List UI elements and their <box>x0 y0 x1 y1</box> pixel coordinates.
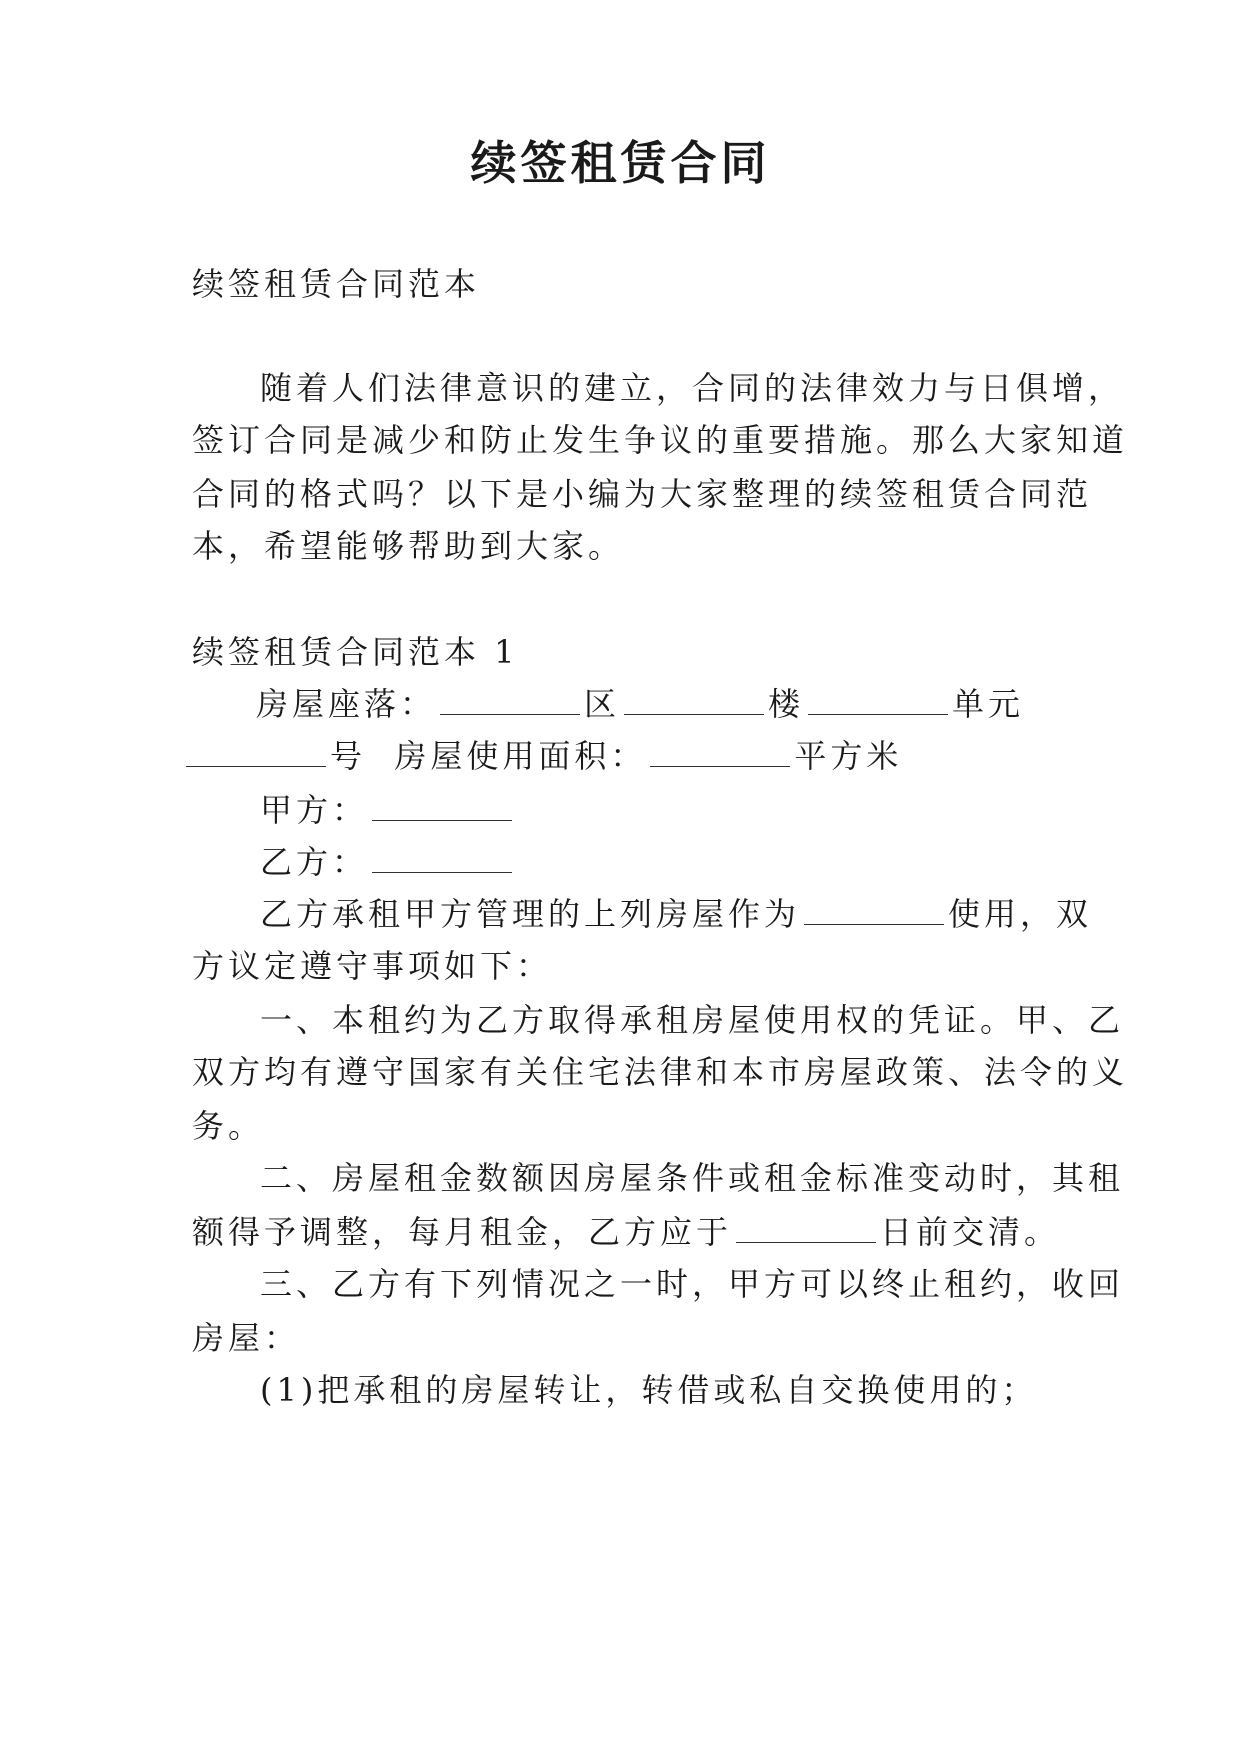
rent-date-blank <box>736 1214 876 1243</box>
unit-blank <box>808 686 948 715</box>
district-label: 区 <box>584 685 621 723</box>
party-a-blank <box>372 792 512 821</box>
use-blank <box>804 896 944 925</box>
clause-1-line-3: 务。 <box>192 1107 265 1145</box>
intro-line-4: 本，希望能够帮助到大家。 <box>192 527 625 565</box>
building-blank <box>624 686 764 715</box>
use-text-2: 使用，双 <box>948 895 1093 933</box>
clause-3-item-1: (1)把承租的房屋转让，转借或私自交换使用的； <box>260 1371 1038 1409</box>
subtitle: 续签租赁合同范本 <box>192 265 481 303</box>
unit-label: 单元 <box>952 685 1025 723</box>
area-label: 房屋使用面积： <box>394 737 647 775</box>
party-b-line <box>260 840 516 884</box>
clause-2-line-1: 二、房屋租金数额因房屋条件或租金标准变动时，其租 <box>260 1159 1125 1197</box>
house-area-line <box>186 734 902 778</box>
district-blank <box>440 686 580 715</box>
party-b-blank <box>372 844 512 873</box>
clause-2-text-1: 额得予调整，每月租金，乙方应于 <box>192 1213 733 1251</box>
use-line-2: 方议定遵守事项如下： <box>192 947 553 985</box>
clause-1-line-1: 一、本租约为乙方取得承租房屋使用权的凭证。甲、乙 <box>260 1001 1125 1039</box>
house-location-line <box>256 682 1024 726</box>
party-a-label: 甲方： <box>260 791 369 829</box>
house-location-label: 房屋座落： <box>256 685 437 723</box>
number-label: 号 <box>330 737 367 775</box>
intro-line-3: 合同的格式吗？以下是小编为大家整理的续签租赁合同范 <box>192 475 1093 513</box>
area-unit: 平方米 <box>794 737 903 775</box>
party-b-label: 乙方： <box>260 843 369 881</box>
party-a-line <box>260 788 516 832</box>
clause-3-line-2: 房屋： <box>192 1319 301 1357</box>
clause-2-text-2: 日前交清。 <box>880 1213 1061 1251</box>
number-blank <box>186 738 326 767</box>
clause-1-line-2: 双方均有遵守国家有关住宅法律和本市房屋政策、法令的义 <box>192 1053 1129 1091</box>
clause-2-line-2 <box>192 1210 1060 1254</box>
area-blank <box>650 738 790 767</box>
section-title: 续签租赁合同范本 1 <box>192 633 519 671</box>
intro-line-2: 签订合同是减少和防止发生争议的重要措施。那么大家知道 <box>192 421 1129 459</box>
intro-line-1: 随着人们法律意识的建立，合同的法律效力与日俱增， <box>260 369 1125 407</box>
document-title: 续签租赁合同 <box>470 136 771 190</box>
use-line <box>260 892 1092 936</box>
use-text-1: 乙方承租甲方管理的上列房屋作为 <box>260 895 801 933</box>
clause-3-line-1: 三、乙方有下列情况之一时，甲方可以终止租约，收回 <box>260 1265 1125 1303</box>
building-label: 楼 <box>768 685 805 723</box>
